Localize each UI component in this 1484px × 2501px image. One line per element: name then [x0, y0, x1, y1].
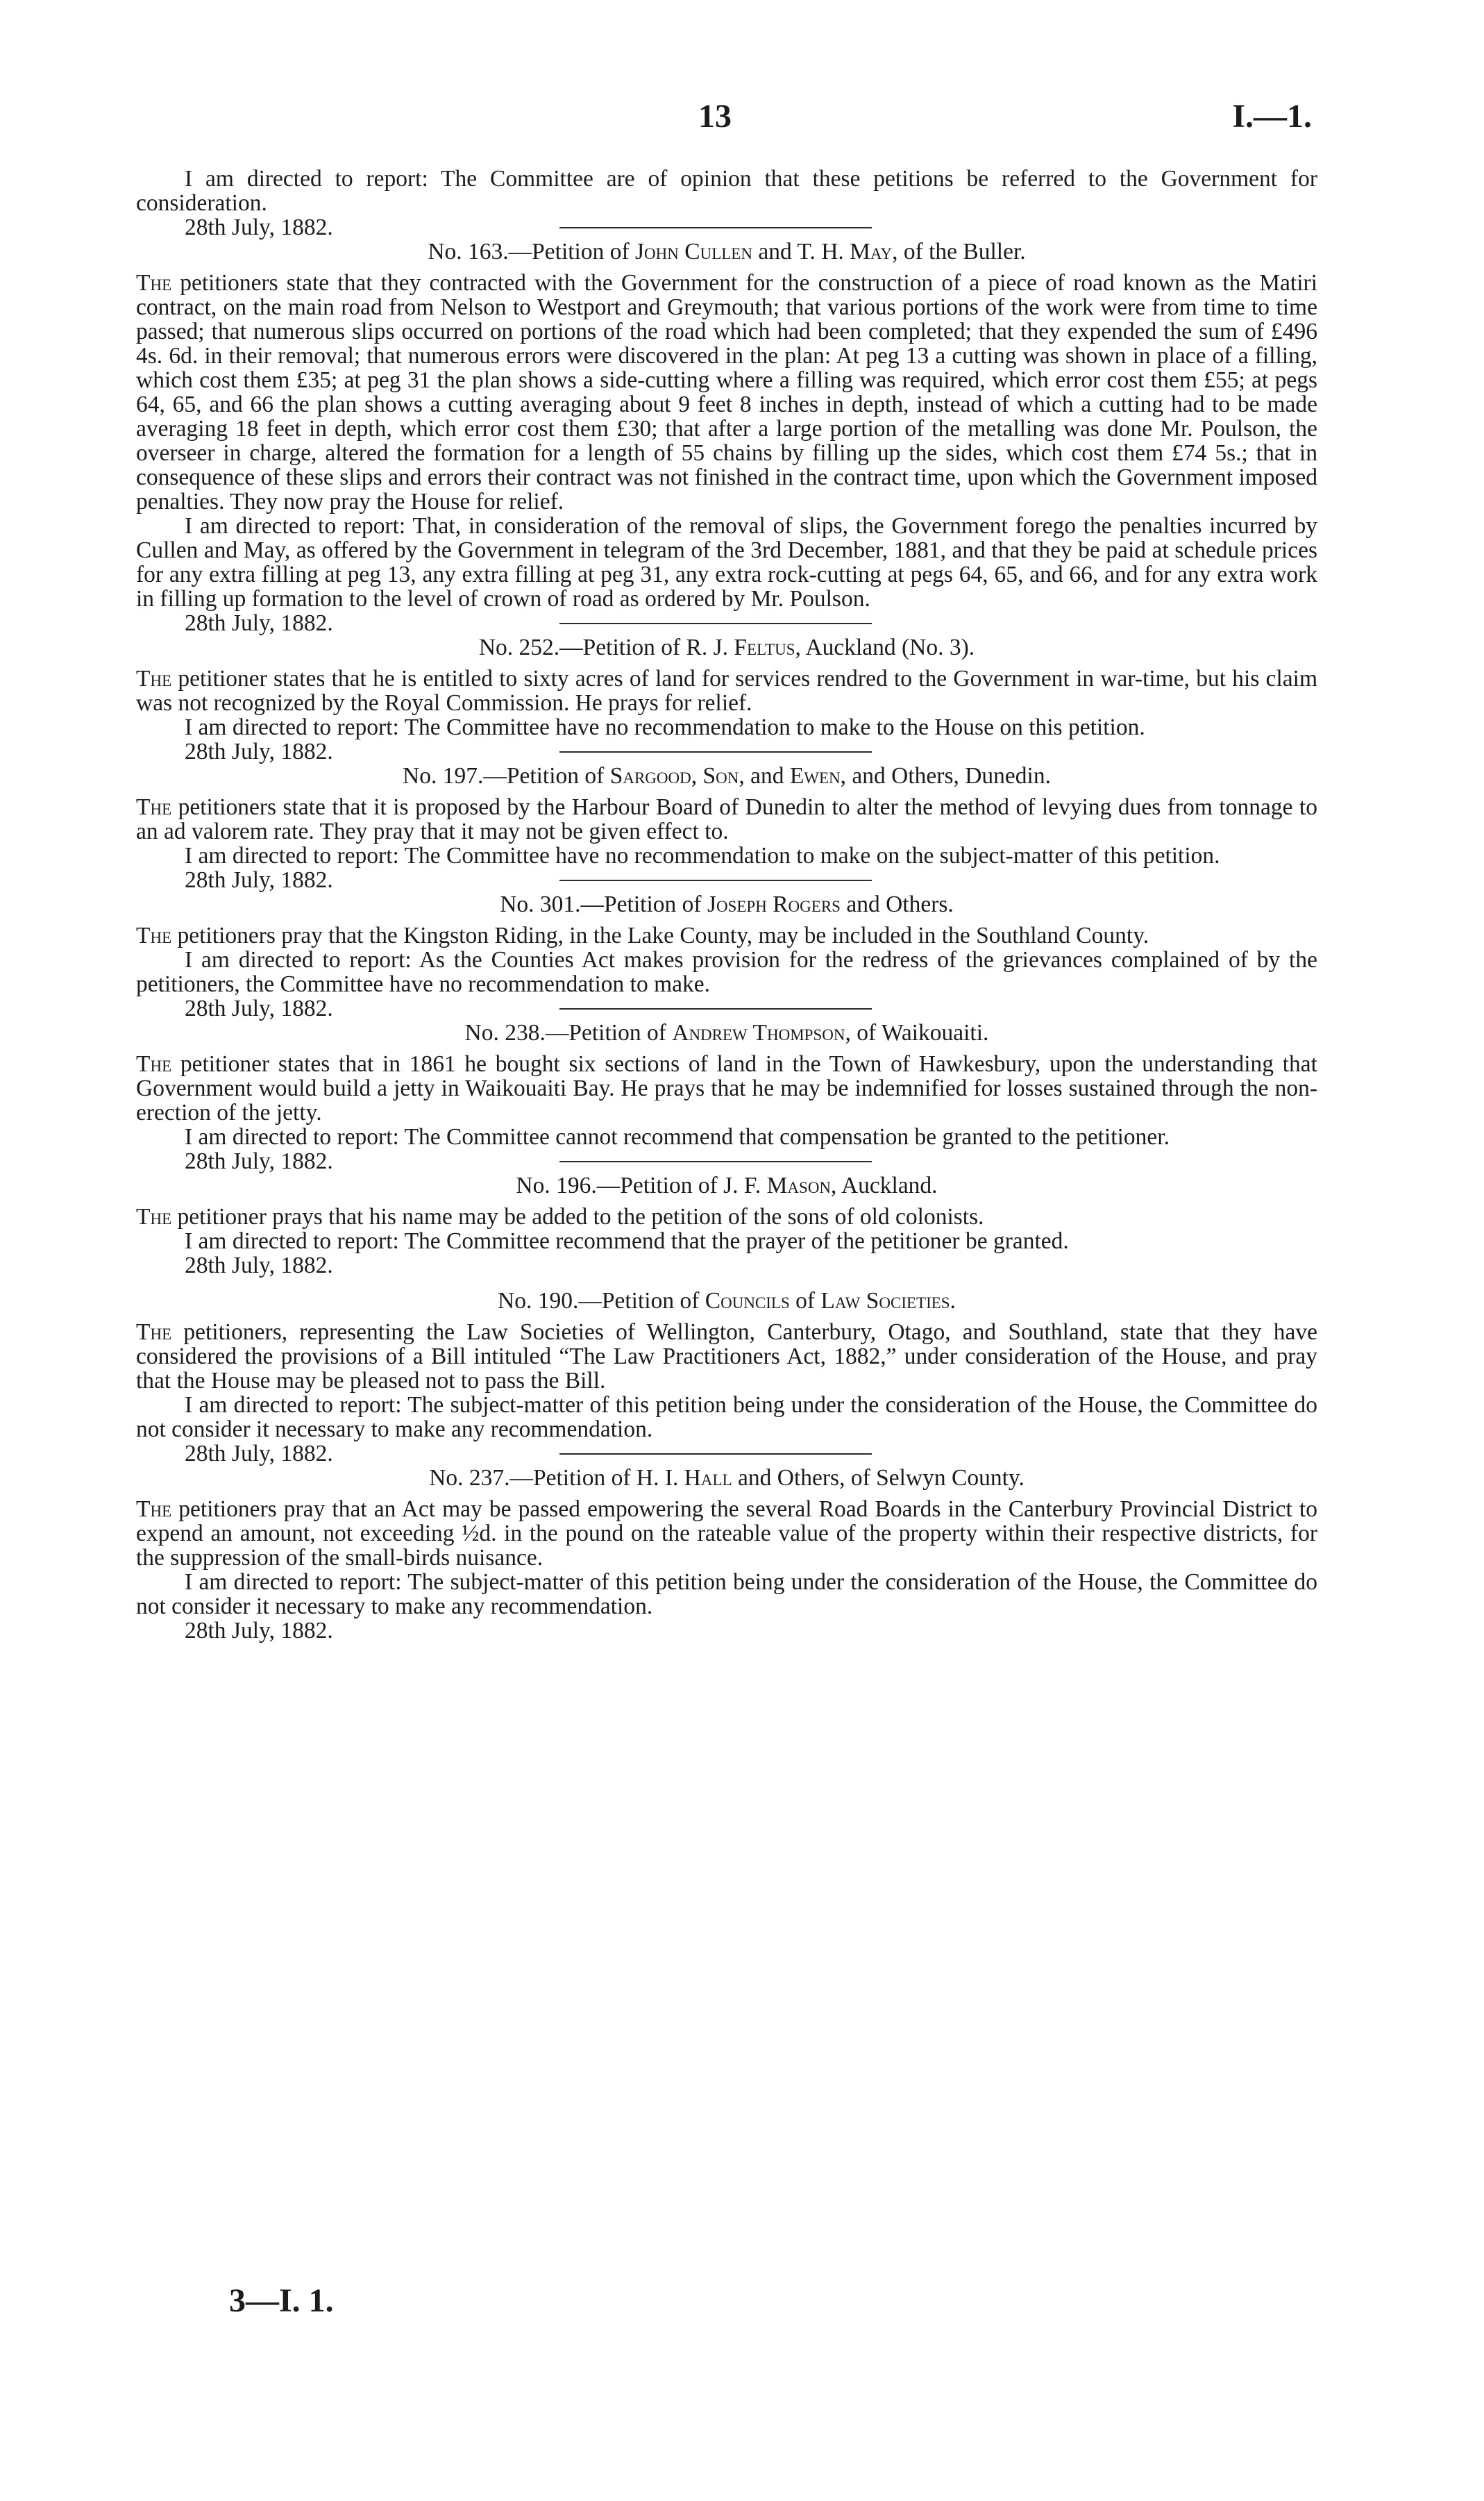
petition-report: I am directed to report: As the Counties Act makes provision for the redress of the grievances complained of by the petitioners, the Committee have no recommendation to make.: [136, 947, 1317, 997]
petition-heading: No. 238.—Petition of Andrew Thompson, of Waikouaiti.: [464, 1020, 989, 1046]
section-divider: [559, 751, 872, 753]
petition-190: [136, 1289, 1317, 1466]
petition-date: 28th July, 1882.: [185, 867, 333, 893]
petition-body: The petitioners, representing the Law Societies of Wellington, Canterbury, Otago, and Southland, state that they have considered the provisions of a Bill intituled “The Law Practitioners Act, 1882,” under consideration of the House, and pray that the House may be pleased not to pass the Bill.: [136, 1319, 1317, 1394]
intro-report: I am directed to report: The Committee are of opinion that these petitions be referred to the Government for consideration.: [136, 166, 1317, 216]
section-divider: [559, 880, 872, 881]
section-divider: [559, 1008, 872, 1010]
petition-report: I am directed to report: The Committee have no recommendation to make on the subject-matter of this petition.: [185, 843, 1220, 869]
petition-report: I am directed to report: The subject-matter of this petition being under the consideration of the House, the Committee do not consider it necessary to make any recommendation.: [136, 1392, 1317, 1442]
petition-252: [136, 635, 1317, 764]
petition-body: The petitioner prays that his name may be added to the petition of the sons of old colonists.: [136, 1204, 984, 1230]
section-divider: [559, 227, 872, 228]
petition-report: I am directed to report: The Committee recommend that the prayer of the petitioner be granted.: [185, 1228, 1069, 1254]
petition-report: I am directed to report: That, in consideration of the removal of slips, the Government forego the penalties incurred by Cullen and May, as offered by the Government in telegram of the 3rd December, 1881, and that they be paid at schedule prices for any extra filling at peg 13, any extra filling at peg 31, any extra rock-cutting at pegs 64, 65, and 66, and for any extra work in filling up formation to the level of crown of road as ordered by Mr. Poulson.: [136, 513, 1317, 612]
petition-196: [136, 1173, 1317, 1278]
petition-body: The petitioner states that he is entitled to sixty acres of land for services rendred to the Government in war-time, but his claim was not recognized by the Royal Commission. He prays for relief.: [136, 666, 1317, 716]
petition-date: 28th July, 1882.: [185, 1253, 333, 1278]
petition-date: 28th July, 1882.: [185, 1441, 333, 1466]
petition-report: I am directed to report: The Committee have no recommendation to make to the House on this petition.: [185, 714, 1145, 740]
petition-197: [136, 764, 1317, 892]
page-number: 13: [698, 98, 732, 135]
petition-body: The petitioners pray that the Kingston Riding, in the Lake County, may be included in the Southland County.: [136, 923, 1149, 948]
petition-date: 28th July, 1882.: [185, 996, 333, 1021]
petition-body: The petitioner states that in 1861 he bought six sections of land in the Town of Hawkesbury, upon the understanding that Government would build a jetty in Waikouaiti Bay. He prays that he may be indemnified for losses sustained through the non-erection of the jetty.: [136, 1051, 1317, 1126]
intro-date: 28th July, 1882.: [185, 215, 333, 240]
petition-report: I am directed to report: The subject-matter of this petition being under the consideration of the House, the Committee do not consider it necessary to make any recommendation.: [136, 1569, 1317, 1619]
petition-date: 28th July, 1882.: [185, 1148, 333, 1174]
petition-report: I am directed to report: The Committee cannot recommend that compensation be granted to the petitioner.: [185, 1124, 1170, 1150]
petition-heading: No. 301.—Petition of Joseph Rogers and Others.: [500, 892, 954, 917]
document-reference: I.—1.: [1232, 98, 1312, 135]
petition-heading: No. 237.—Petition of H. I. Hall and Others, of Selwyn County.: [429, 1465, 1025, 1491]
petition-heading: No. 163.—Petition of John Cullen and T. H. May, of the Buller.: [428, 239, 1026, 265]
intro-section: [136, 167, 1317, 240]
petition-237: [136, 1466, 1317, 1643]
petition-date: 28th July, 1882.: [185, 610, 333, 636]
section-divider: [559, 1161, 872, 1162]
petition-heading: No. 197.—Petition of Sargood, Son, and Ewen, and Others, Dunedin.: [403, 763, 1051, 789]
petition-body: The petitioners pray that an Act may be passed empowering the several Road Boards in the Canterbury Provincial District to expend an amount, not exceeding ½d. in the pound on the rateable value of the property within their respective districts, for the suppression of the small-birds nuisance.: [136, 1496, 1317, 1571]
petition-heading: No. 252.—Petition of R. J. Feltus, Auckland (No. 3).: [478, 635, 975, 660]
printer-signature: 3—I. 1.: [229, 2282, 334, 2319]
petition-body: The petitioners state that it is proposed by the Harbour Board of Dunedin to alter the method of levying dues from tonnage to an ad valorem rate. They pray that it may not be given effect to.: [136, 794, 1317, 844]
petition-date: 28th July, 1882.: [185, 739, 333, 764]
petition-heading: No. 196.—Petition of J. F. Mason, Auckland.: [516, 1173, 938, 1198]
petition-163: [136, 240, 1317, 635]
petition-date: 28th July, 1882.: [185, 1618, 333, 1643]
petition-heading: No. 190.—Petition of Councils of Law Societies.: [498, 1288, 956, 1314]
section-divider: [559, 623, 872, 624]
page-content: [136, 167, 1317, 1643]
petition-301: [136, 892, 1317, 1021]
petition-238: [136, 1021, 1317, 1173]
petition-body: The petitioners state that they contracted with the Government for the construction of a piece of road known as the Matiri contract, on the main road from Nelson to Westport and Greymouth; that various portions of the work were from time to time passed; that numerous slips occurred on portions of the road which had been completed; that they expended the sum of £496 4s. 6d. in their removal; that numerous errors were discovered in the plan: At peg 13 a cutting was shown in place of a filling, which cost them £35; at peg 31 the plan shows a side-cutting where a filling was required, which error cost them £55; at pegs 64, 65, and 66 the plan shows a cutting averaging about 9 feet 8 inches in depth, instead of which a cutting had to be made averaging 18 feet in depth, which error cost them £30; that after a large portion of the metalling was done Mr. Poulson, the overseer in charge, altered the formation for a length of 55 chains by filling up the sides, which cost them £74 5s.; that in consequence of these slips and errors their contract was not finished in the contract time, upon which the Government imposed penalties. They now pray the House for relief.: [136, 270, 1317, 515]
section-divider: [559, 1453, 872, 1455]
